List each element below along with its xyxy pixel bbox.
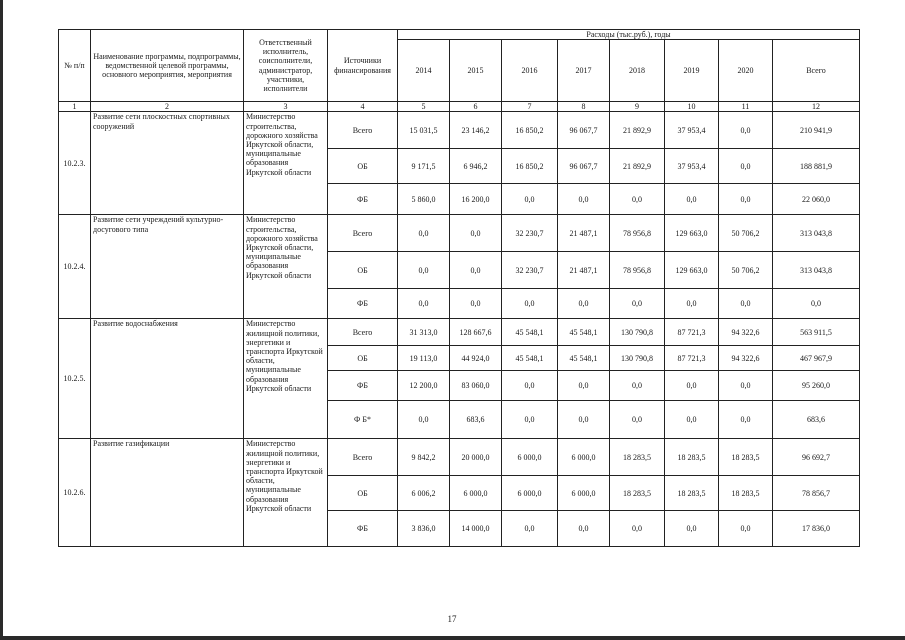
value-cell: 130 790,8 (610, 346, 665, 371)
total-cell: 210 941,9 (773, 112, 860, 149)
value-cell: 0,0 (558, 401, 610, 439)
value-cell: 129 663,0 (665, 252, 719, 289)
value-cell: 16 850,2 (502, 112, 558, 149)
total-cell: 95 260,0 (773, 371, 860, 401)
value-cell: 45 548,1 (502, 346, 558, 371)
row-id: 10.2.4. (59, 215, 91, 319)
table-row (59, 319, 860, 346)
column-number: 5 (398, 102, 450, 112)
value-cell: 50 706,2 (719, 215, 773, 252)
value-cell: 0,0 (398, 289, 450, 319)
value-cell: 45 548,1 (502, 319, 558, 346)
column-number: 8 (558, 102, 610, 112)
value-cell: 18 283,5 (610, 439, 665, 476)
source-cell: ФБ (328, 184, 398, 215)
value-cell: 23 146,2 (450, 112, 502, 149)
value-cell: 44 924,0 (450, 346, 502, 371)
value-cell: 31 313,0 (398, 319, 450, 346)
column-number: 11 (719, 102, 773, 112)
source-cell: ОБ (328, 149, 398, 184)
value-cell: 15 031,5 (398, 112, 450, 149)
value-cell: 14 000,0 (450, 511, 502, 547)
value-cell: 0,0 (398, 252, 450, 289)
value-cell: 0,0 (398, 215, 450, 252)
row-name: Развитие сети плоскостных спортивных сооружений (91, 112, 244, 215)
header-year: 2016 (502, 40, 558, 102)
value-cell: 129 663,0 (665, 215, 719, 252)
value-cell: 3 836,0 (398, 511, 450, 547)
value-cell: 0,0 (502, 289, 558, 319)
value-cell: 5 860,0 (398, 184, 450, 215)
value-cell: 0,0 (398, 401, 450, 439)
source-cell: Всего (328, 319, 398, 346)
value-cell: 18 283,5 (665, 476, 719, 511)
row-name: Развитие газификации (91, 439, 244, 547)
value-cell: 0,0 (502, 371, 558, 401)
total-cell: 22 060,0 (773, 184, 860, 215)
value-cell: 6 946,2 (450, 149, 502, 184)
header-name: Наименование программы, подпрограммы, ведомственной целевой программы, основного мероприятия, мероприятия (91, 30, 244, 102)
value-cell: 9 842,2 (398, 439, 450, 476)
total-cell: 313 043,8 (773, 215, 860, 252)
source-cell: ФБ (328, 371, 398, 401)
row-responsible: Министерство жилищной политики, энергетики и транспорта Иркутской области, муниципальные образования Иркутской области (244, 319, 328, 439)
value-cell: 87 721,3 (665, 346, 719, 371)
value-cell: 0,0 (665, 289, 719, 319)
value-cell: 0,0 (450, 289, 502, 319)
value-cell: 0,0 (665, 184, 719, 215)
row-name: Развитие сети учреждений культурно-досугового типа (91, 215, 244, 319)
source-cell: ФБ (328, 511, 398, 547)
value-cell: 0,0 (665, 401, 719, 439)
value-cell: 6 000,0 (558, 439, 610, 476)
value-cell: 18 283,5 (719, 476, 773, 511)
column-number: 9 (610, 102, 665, 112)
value-cell: 0,0 (719, 289, 773, 319)
value-cell: 0,0 (558, 289, 610, 319)
value-cell: 130 790,8 (610, 319, 665, 346)
source-cell: Всего (328, 439, 398, 476)
value-cell: 0,0 (719, 511, 773, 547)
row-responsible: Министерство строительства, дорожного хозяйства Иркутской области, муниципальные образования Иркутской области (244, 215, 328, 319)
value-cell: 21 487,1 (558, 252, 610, 289)
header-expenses: Расходы (тыс.руб.), годы (398, 30, 860, 40)
value-cell: 0,0 (558, 184, 610, 215)
value-cell: 21 892,9 (610, 112, 665, 149)
table-row (59, 215, 860, 252)
value-cell: 0,0 (610, 511, 665, 547)
page-edge-left (0, 0, 3, 640)
header-year: 2020 (719, 40, 773, 102)
row-responsible: Министерство жилищной политики, энергетики и транспорта Иркутской области, муниципальные образования Иркутской области (244, 439, 328, 547)
column-number: 3 (244, 102, 328, 112)
value-cell: 21 892,9 (610, 149, 665, 184)
value-cell: 94 322,6 (719, 346, 773, 371)
table-header (59, 30, 860, 112)
value-cell: 94 322,6 (719, 319, 773, 346)
value-cell: 0,0 (610, 401, 665, 439)
total-cell: 17 836,0 (773, 511, 860, 547)
column-number: 1 (59, 102, 91, 112)
value-cell: 96 067,7 (558, 112, 610, 149)
value-cell: 12 200,0 (398, 371, 450, 401)
source-cell: ОБ (328, 346, 398, 371)
value-cell: 87 721,3 (665, 319, 719, 346)
value-cell: 18 283,5 (665, 439, 719, 476)
budget-table (58, 29, 860, 547)
row-id: 10.2.6. (59, 439, 91, 547)
header-year: 2015 (450, 40, 502, 102)
value-cell: 0,0 (558, 371, 610, 401)
value-cell: 37 953,4 (665, 112, 719, 149)
total-cell: 467 967,9 (773, 346, 860, 371)
table-row (59, 439, 860, 476)
value-cell: 32 230,7 (502, 215, 558, 252)
value-cell: 0,0 (665, 511, 719, 547)
value-cell: 0,0 (719, 371, 773, 401)
source-cell: Ф Б* (328, 401, 398, 439)
value-cell: 0,0 (502, 401, 558, 439)
column-number-row (59, 102, 860, 112)
total-cell: 563 911,5 (773, 319, 860, 346)
value-cell: 6 000,0 (558, 476, 610, 511)
value-cell: 83 060,0 (450, 371, 502, 401)
value-cell: 0,0 (719, 401, 773, 439)
source-cell: Всего (328, 112, 398, 149)
value-cell: 0,0 (558, 511, 610, 547)
column-number: 7 (502, 102, 558, 112)
source-cell: Всего (328, 215, 398, 252)
value-cell: 45 548,1 (558, 346, 610, 371)
value-cell: 0,0 (502, 511, 558, 547)
column-number: 12 (773, 102, 860, 112)
value-cell: 0,0 (610, 371, 665, 401)
value-cell: 21 487,1 (558, 215, 610, 252)
table-body (59, 112, 860, 547)
value-cell: 6 000,0 (450, 476, 502, 511)
row-name: Развитие водоснабжения (91, 319, 244, 439)
value-cell: 0,0 (450, 215, 502, 252)
total-cell: 188 881,9 (773, 149, 860, 184)
value-cell: 683,6 (450, 401, 502, 439)
value-cell: 0,0 (450, 252, 502, 289)
value-cell: 0,0 (610, 289, 665, 319)
value-cell: 0,0 (719, 112, 773, 149)
value-cell: 0,0 (719, 149, 773, 184)
table-row (59, 112, 860, 149)
value-cell: 0,0 (665, 371, 719, 401)
value-cell: 45 548,1 (558, 319, 610, 346)
value-cell: 16 850,2 (502, 149, 558, 184)
value-cell: 6 000,0 (502, 476, 558, 511)
value-cell: 78 956,8 (610, 252, 665, 289)
row-responsible: Министерство строительства, дорожного хозяйства Иркутской области, муниципальные образования Иркутской области (244, 112, 328, 215)
value-cell: 128 667,6 (450, 319, 502, 346)
total-cell: 96 692,7 (773, 439, 860, 476)
header-sources: Источники финансирования (328, 30, 398, 102)
value-cell: 19 113,0 (398, 346, 450, 371)
value-cell: 0,0 (502, 184, 558, 215)
value-cell: 6 006,2 (398, 476, 450, 511)
value-cell: 18 283,5 (610, 476, 665, 511)
header-year: 2017 (558, 40, 610, 102)
row-id: 10.2.5. (59, 319, 91, 439)
page-edge-bottom (0, 636, 905, 640)
value-cell: 6 000,0 (502, 439, 558, 476)
value-cell: 32 230,7 (502, 252, 558, 289)
source-cell: ОБ (328, 252, 398, 289)
column-number: 2 (91, 102, 244, 112)
value-cell: 0,0 (610, 184, 665, 215)
column-number: 10 (665, 102, 719, 112)
value-cell: 37 953,4 (665, 149, 719, 184)
column-number: 4 (328, 102, 398, 112)
value-cell: 78 956,8 (610, 215, 665, 252)
total-cell: 78 856,7 (773, 476, 860, 511)
value-cell: 0,0 (719, 184, 773, 215)
total-cell: 0,0 (773, 289, 860, 319)
value-cell: 96 067,7 (558, 149, 610, 184)
total-cell: 683,6 (773, 401, 860, 439)
header-year: 2018 (610, 40, 665, 102)
page-number: 17 (447, 614, 457, 624)
header-responsible: Ответственный исполнитель, соисполнители, администратор, участники, исполнители (244, 30, 328, 102)
value-cell: 16 200,0 (450, 184, 502, 215)
column-number: 6 (450, 102, 502, 112)
header-year: 2019 (665, 40, 719, 102)
value-cell: 50 706,2 (719, 252, 773, 289)
value-cell: 9 171,5 (398, 149, 450, 184)
header-total: Всего (773, 40, 860, 102)
source-cell: ФБ (328, 289, 398, 319)
value-cell: 20 000,0 (450, 439, 502, 476)
row-id: 10.2.3. (59, 112, 91, 215)
total-cell: 313 043,8 (773, 252, 860, 289)
header-year: 2014 (398, 40, 450, 102)
value-cell: 18 283,5 (719, 439, 773, 476)
header-num: № п/п (59, 30, 91, 102)
source-cell: ОБ (328, 476, 398, 511)
